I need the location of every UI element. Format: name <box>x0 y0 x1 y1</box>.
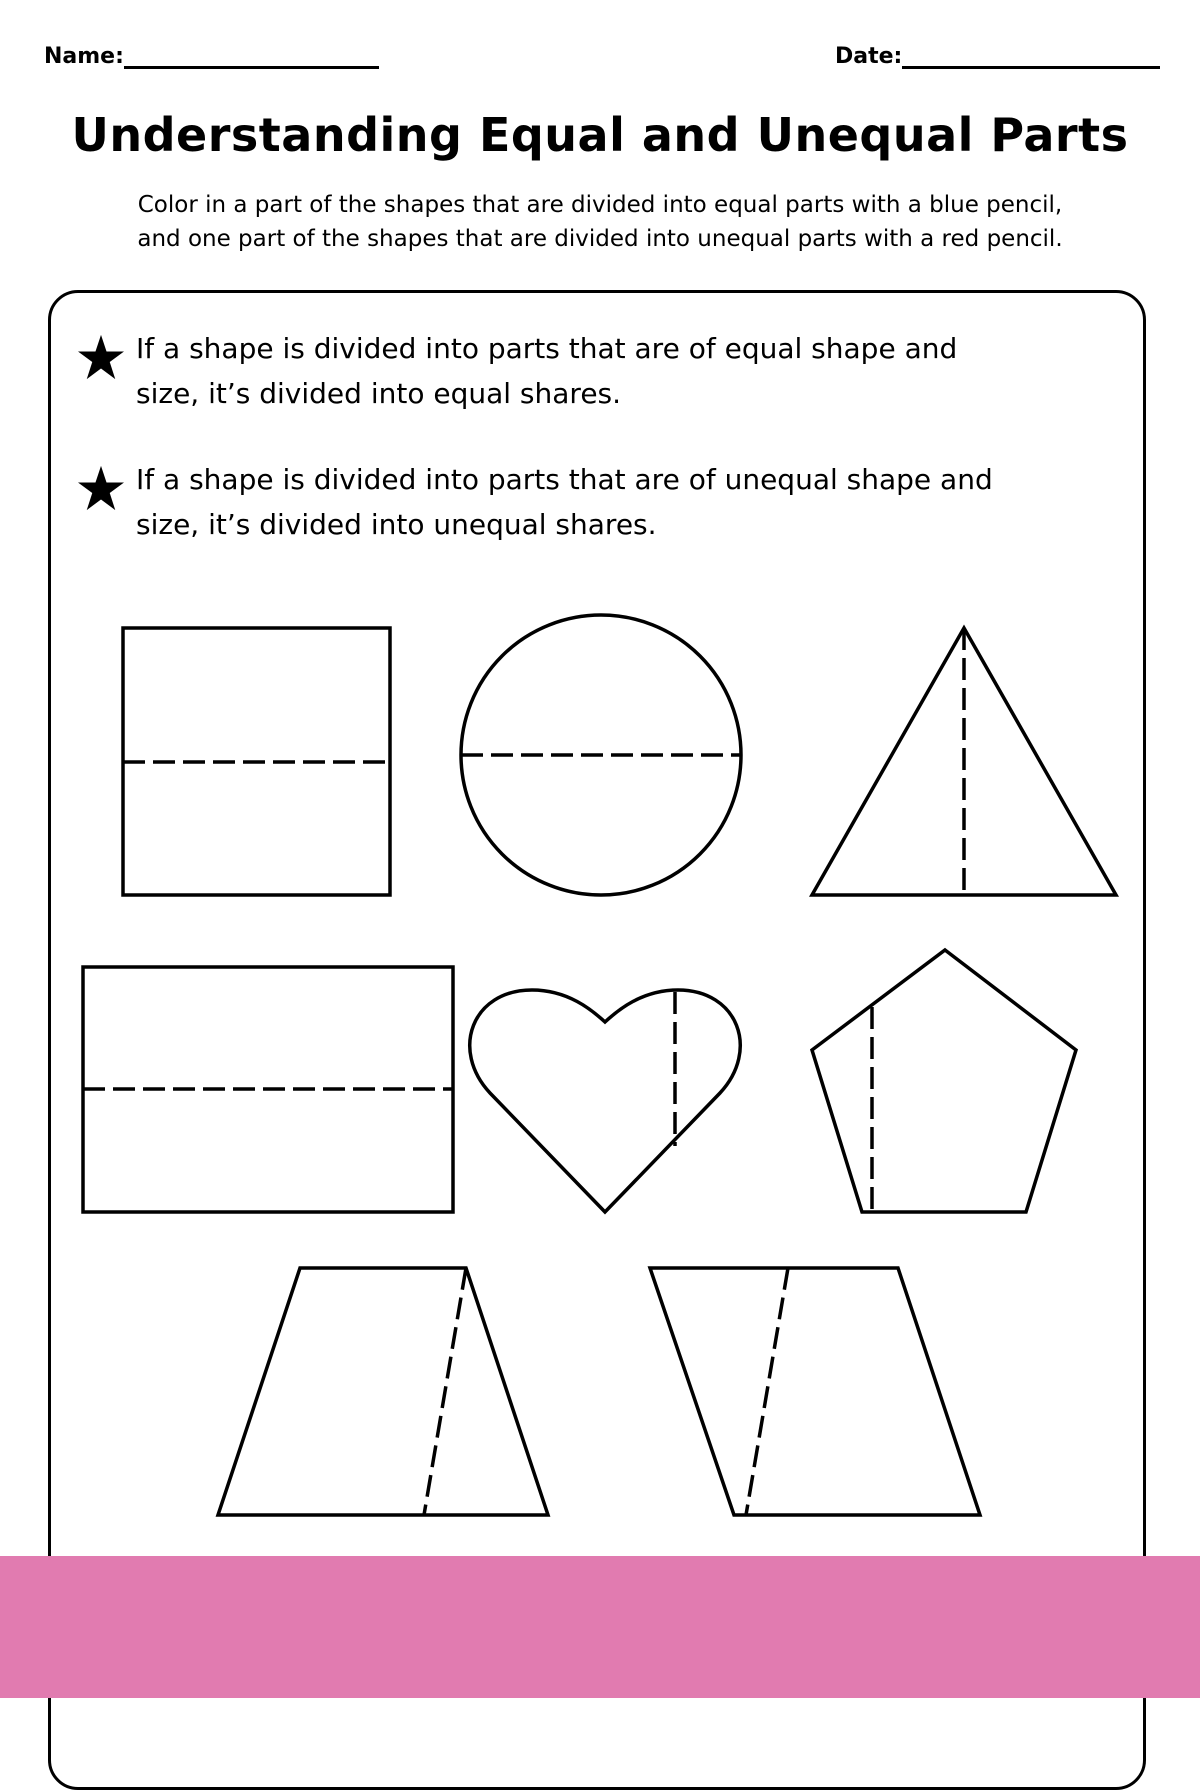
shape-square[interactable] <box>123 628 390 895</box>
shape-circle[interactable] <box>461 615 741 895</box>
rule-equal-line-2: size, it’s divided into equal shares. <box>136 377 622 410</box>
shape-trapezoid-left[interactable] <box>218 1268 548 1515</box>
footer-bar <box>0 1556 1200 1698</box>
page-title: Understanding Equal and Unequal Parts <box>71 108 1129 162</box>
shape-rectangle[interactable] <box>83 967 453 1212</box>
instructions-line-2: and one part of the shapes that are divided into unequal parts with a red pencil. <box>137 226 1063 252</box>
shape-trapezoid-right[interactable] <box>650 1268 980 1515</box>
rule-unequal-line-2: size, it’s divided into unequal shares. <box>136 508 657 541</box>
name-label: Name: <box>44 44 124 69</box>
shape-triangle[interactable] <box>812 628 1116 895</box>
shape-pentagon[interactable] <box>812 950 1076 1212</box>
rule-unequal-line-1: If a shape is divided into parts that are of unequal shape and <box>136 463 993 496</box>
instructions-line-1: Color in a part of the shapes that are divided into equal parts with a blue pencil, <box>137 192 1063 218</box>
shape-heart[interactable] <box>470 990 740 1212</box>
date-label: Date: <box>835 44 903 69</box>
rule-equal-line-1: If a shape is divided into parts that are of equal shape and <box>136 332 958 365</box>
